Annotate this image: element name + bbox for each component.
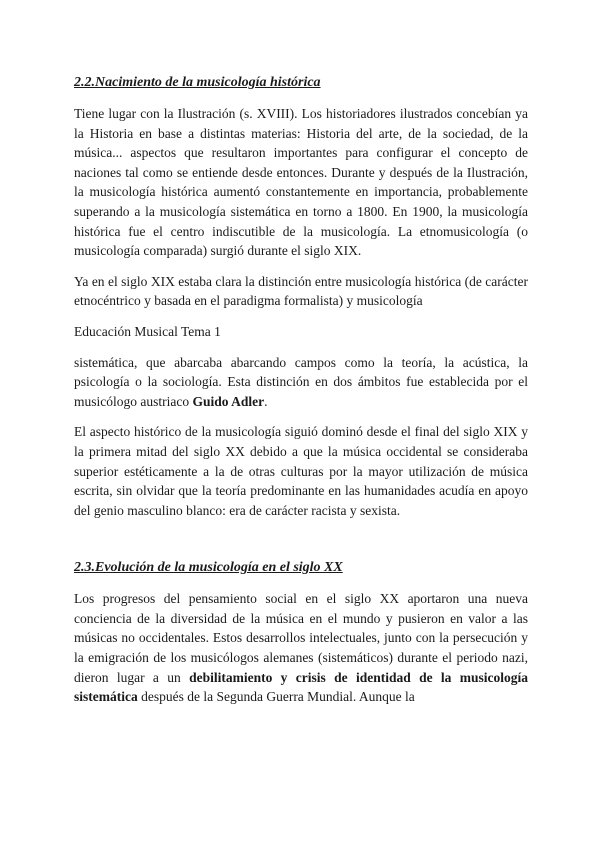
paragraph-aspecto-historico: El aspecto histórico de la musicología siguió dominó desde el final del siglo XIX y la primera mitad del siglo XX debido a que la música occidental se consideraba superior estéticamente a la de otras culturas por la mayor utilización de música escrita, sin olvidar que la teoría predominante en las humanidades acudía en apoyo del genio masculino blanco: era de carácter racista y sexista. (74, 424, 528, 518)
paragraph-sistematica-end: . (264, 393, 268, 409)
paragraph-sistematica-text: sistemática, que abarcaba abarcando campos como la teoría, la acústica, la psicología o la sociología. Esta distinción en dos ámbitos fue establecida por el musicólogo austriaco (74, 354, 528, 409)
paragraph-progresos (74, 589, 528, 707)
paragraph-siglo-xix: Ya en el siglo XIX estaba clara la distinción entre musicología histórica (de carácter etnocéntrico y basada en el paradigma formalista) y musicología (74, 273, 528, 309)
guido-adler-bold: Guido Adler (192, 393, 265, 409)
page-header-marker: Educación Musical Tema 1 (74, 323, 221, 339)
paragraph-ilustracion: Tiene lugar con la Ilustración (s. XVIII). Los historiadores ilustrados concebían ya la Historia en base a distintas materias: Historia del arte, de la sociedad, de la música... aspectos que resultaron importantes para configurar el concepto de naciones tal como se entiende desde entonces. Durante y después de la Ilustración, la musicología histórica aumentó constantemente en importancia, probablemente superando a la musicología sistemática en torno a 1800. En 1900, la musicología histórica fue el centro indiscutible de la musicología. La etnomusicología (o musicología comparada) surgió durante el siglo XIX. (74, 106, 528, 259)
section-heading-2-2: 2.2.Nacimiento de la musicología histórica (74, 75, 321, 90)
section-spacer (74, 531, 528, 559)
debilitamiento-bold: debilitamiento y crisis de identidad de la musicología sistemática (74, 669, 529, 705)
section-heading-2-3: 2.3.Evolución de la musicología en el siglo XX (74, 560, 343, 576)
paragraph-sistematica (74, 353, 528, 412)
paragraph-progresos-end: después de la Segunda Guerra Mundial. Aunque la (137, 689, 415, 705)
document-page (74, 74, 528, 718)
paragraph-progresos-text: Los progresos del pensamiento social en el siglo XX aportaron una nueva conciencia de la diversidad de la música en el mundo y pusieron en valor a las músicas no occidentales. Estos desarrollos intelectuales, junto con la persecución y la emigración de los musicólogos alemanes (sistemáticos) durante el periodo nazi, dieron lugar a un (74, 591, 528, 685)
